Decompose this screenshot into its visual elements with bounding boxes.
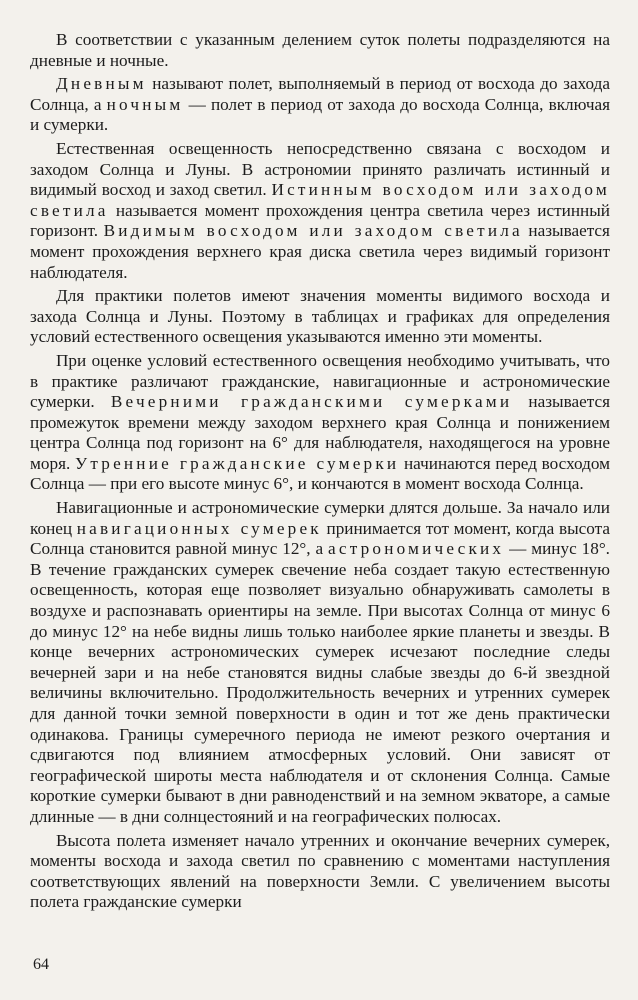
- text-run: При оценке условий естественного освещения необходимо учитывать, что в практике различают гражданские, навигационные и астрономические сумерки.: [30, 350, 610, 412]
- page-number: 64: [33, 956, 49, 973]
- paragraph-6: [30, 498, 610, 828]
- text-run: Высота полета изменяет начало утренних и окончание вечерних сумерек, моменты восхода и захода светил по сравнению с моментами наступления соответствующих явлений на поверхности Земли. С увеличением высоты полета гражданские сумерки: [30, 830, 610, 912]
- spaced-term: астрономических: [328, 539, 505, 559]
- text-run: — полет в период от захода до восхода Солнца, включая и сумерки.: [30, 94, 611, 135]
- paragraph-7: [30, 831, 610, 913]
- paragraph-2: [30, 74, 610, 136]
- spaced-term: навигационных сумерек: [76, 518, 322, 538]
- spaced-term: ночным: [106, 94, 184, 114]
- spaced-term: Вечерними гражданскими сумерками: [110, 392, 513, 412]
- paragraph-1: [30, 30, 610, 71]
- spaced-term: Дневным: [56, 74, 147, 94]
- text-run: Для практики полетов имеют значения моменты видимого восхода и захода Солнца и Луны. Поэтому в таблицах и графиках для определения условий естественного освещения указываются именно эти моменты.: [30, 286, 610, 347]
- paragraph-4: [30, 286, 610, 348]
- text-run: называется момент прохождения центра светила через истинный горизонт.: [30, 200, 610, 241]
- paragraph-5: [30, 351, 610, 495]
- text-run: Естественная освещенность непосредственно связана с восходом и заходом Солнца и Луны. В астрономии принято различать истинный и видимый восход и заход светил.: [30, 138, 610, 200]
- text-run: Навигационные и астрономические сумерки длятся дольше. За начало или конец: [30, 498, 610, 538]
- text-run: называют полет, выполняемый в период от восхода до захода Солнца, а: [30, 74, 610, 114]
- text-run: называется промежуток времени между заходом верхнего края Солнца и понижением центра Солнца под горизонт на 6° для наблюдателя, находящегося на уровне моря.: [30, 392, 610, 473]
- spaced-term: Видимым восходом или заходом светила: [103, 221, 523, 241]
- text-run: начинаются перед восходом Солнца — при его высоте минус 6°, и кончаются в момент восхода Солнца.: [30, 453, 610, 494]
- text-run: принимается тот момент, когда высота Солнца становится равной минус 12°, а: [30, 518, 610, 559]
- spaced-term: Истинным восходом или заходом светила: [30, 180, 610, 220]
- paragraph-3: [30, 139, 610, 283]
- text-run: — минус 18°. В течение гражданских сумерек свечение неба создает такую естественную освещенность, которая еще позволяет визуально обнаруживать самолеты в воздухе и распознавать ориентиры на земле. При высотах Солнца от минус 6 до минус 12° на небе видны лишь только наиболее яркие планеты и звезды. В конце вечерних астрономических сумерек исчезают последние следы вечерней зари и на небе становятся видны слабые звезды до 6-й звездной величины включительно. Продолжительность вечерних и утренних сумерек для данной точки земной поверхности в один и тот же день практически одинакова. Границы сумеречного периода не имеют резкого очертания и сдвигаются под влиянием атмосферных условий. Они зависят от географической широты места наблюдателя и от склонения Солнца. Самые короткие сумерки бывают в дни равноденствий и на земном экваторе, а самые длинные — в дни солнцестояний и на географических полюсах.: [30, 539, 610, 826]
- text-run: В соответствии с указанным делением суток полеты подразделяются на дневные и ночные.: [30, 30, 610, 70]
- spaced-term: Утренние гражданские сумерки: [74, 453, 400, 473]
- text-body: [30, 30, 610, 913]
- text-run: называется момент прохождения верхнего края диска светила через видимый горизонт наблюдателя.: [30, 221, 610, 282]
